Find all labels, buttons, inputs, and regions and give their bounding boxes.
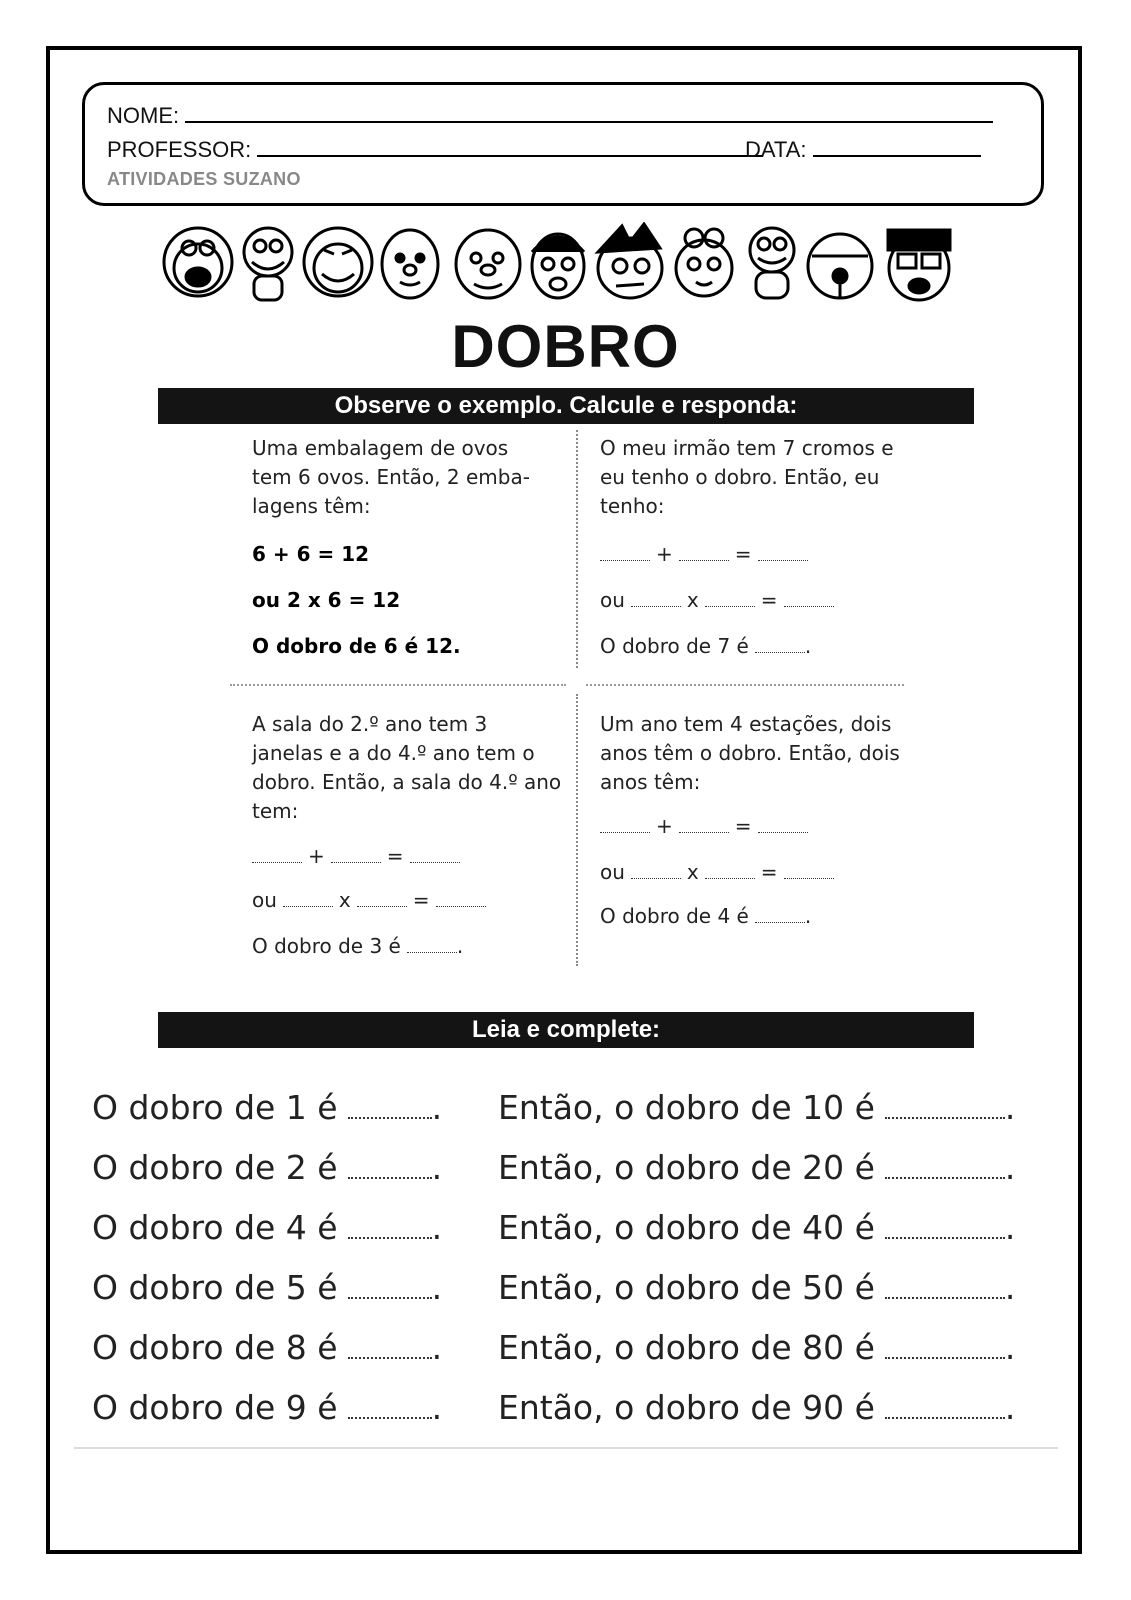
period: .	[804, 634, 812, 658]
answer-blank[interactable]	[758, 546, 808, 561]
answer-blank[interactable]	[705, 592, 755, 607]
vertical-divider-top	[576, 430, 578, 668]
answer-blank[interactable]	[631, 592, 681, 607]
double-prompt: O dobro de 8 é	[92, 1328, 338, 1367]
character-face-4	[382, 230, 438, 298]
character-face-5	[456, 230, 520, 298]
period: .	[804, 904, 812, 928]
double-exercise-row	[92, 1268, 442, 1307]
professor-label: PROFESSOR:	[107, 137, 252, 162]
stickers-answer-line	[600, 634, 811, 658]
character-face-6	[532, 234, 584, 298]
stickers-sum-line	[600, 542, 814, 566]
professor-input-line[interactable]	[257, 137, 763, 157]
stickers-multiplication-line	[600, 588, 840, 612]
plus-sign: +	[656, 814, 673, 838]
period: .	[431, 1088, 443, 1127]
double-tens-prompt: Então, o dobro de 20 é	[498, 1148, 875, 1187]
answer-blank[interactable]	[600, 546, 650, 561]
period: .	[1004, 1328, 1016, 1367]
answer-blank[interactable]	[885, 1095, 1005, 1119]
double-tens-prompt: Então, o dobro de 90 é	[498, 1388, 875, 1427]
equals-sign: =	[760, 588, 778, 612]
answer-blank[interactable]	[885, 1395, 1005, 1419]
exercise-eggs	[252, 434, 552, 658]
period: .	[1004, 1148, 1016, 1187]
exercise-stickers	[600, 434, 900, 658]
double-tens-prompt: Então, o dobro de 80 é	[498, 1328, 875, 1367]
answer-blank[interactable]	[885, 1335, 1005, 1359]
data-input-line[interactable]	[813, 137, 981, 157]
double-prompt: O dobro de 1 é	[92, 1088, 338, 1127]
answer-blank[interactable]	[784, 864, 834, 879]
times-sign: x	[686, 588, 699, 612]
equals-sign: =	[734, 814, 752, 838]
ou-label: ou	[600, 860, 625, 884]
eggs-multiplication-line: ou 2 x 6 = 12	[252, 588, 401, 612]
double-tens-prompt: Então, o dobro de 50 é	[498, 1268, 875, 1307]
answer-blank[interactable]	[348, 1155, 432, 1179]
answer-blank[interactable]	[679, 546, 729, 561]
answer-blank[interactable]	[784, 592, 834, 607]
equals-sign: =	[412, 888, 430, 912]
exercise-seasons-text: Um ano tem 4 estações, dois anos têm o dobro. Então, dois anos têm:	[600, 712, 900, 794]
answer-blank[interactable]	[410, 848, 460, 863]
double-tens-prompt: Então, o dobro de 10 é	[498, 1088, 875, 1127]
answer-blank[interactable]	[331, 848, 381, 863]
times-sign: x	[338, 888, 351, 912]
nome-input-line[interactable]	[185, 103, 993, 123]
answer-blank[interactable]	[252, 848, 302, 863]
double-prompt: O dobro de 9 é	[92, 1388, 338, 1427]
exercise-stickers-text: O meu irmão tem 7 cromos e eu tenho o dobro. Então, eu tenho:	[600, 436, 894, 518]
answer-blank[interactable]	[348, 1395, 432, 1419]
equals-sign: =	[760, 860, 778, 884]
answer-blank[interactable]	[758, 818, 808, 833]
times-sign: x	[686, 860, 699, 884]
period: .	[1004, 1268, 1016, 1307]
character-face-7	[598, 224, 662, 298]
period: .	[431, 1268, 443, 1307]
answer-blank[interactable]	[679, 818, 729, 833]
answer-blank[interactable]	[885, 1275, 1005, 1299]
period: .	[1004, 1388, 1016, 1427]
character-face-9	[750, 228, 794, 298]
answer-blank[interactable]	[631, 864, 681, 879]
double-tens-exercise-row	[498, 1208, 1015, 1247]
character-face-1	[164, 228, 232, 296]
character-face-8	[676, 229, 732, 296]
character-face-2	[244, 228, 292, 300]
answer-label: O dobro de 3 é	[252, 934, 401, 958]
answer-blank[interactable]	[348, 1335, 432, 1359]
windows-sum-line	[252, 844, 466, 868]
plus-sign: +	[308, 844, 325, 868]
cartoon-characters-row	[160, 222, 970, 304]
nome-line	[107, 103, 993, 129]
answer-blank[interactable]	[407, 938, 457, 953]
seasons-answer-line	[600, 904, 811, 928]
period: .	[1004, 1088, 1016, 1127]
windows-multiplication-line	[252, 888, 492, 912]
double-tens-exercise-row	[498, 1268, 1015, 1307]
answer-label: O dobro de 7 é	[600, 634, 749, 658]
double-tens-exercise-row	[498, 1328, 1015, 1367]
period: .	[431, 1388, 443, 1427]
windows-answer-line	[252, 934, 463, 958]
answer-blank[interactable]	[755, 908, 805, 923]
equals-sign: =	[386, 844, 404, 868]
answer-blank[interactable]	[348, 1095, 432, 1119]
data-line	[745, 137, 981, 163]
answer-blank[interactable]	[885, 1215, 1005, 1239]
answer-blank[interactable]	[348, 1215, 432, 1239]
horizontal-divider-right	[586, 684, 904, 686]
answer-blank[interactable]	[357, 892, 407, 907]
period: .	[431, 1328, 443, 1367]
answer-blank[interactable]	[885, 1155, 1005, 1179]
double-tens-exercise-row	[498, 1148, 1015, 1187]
period: .	[456, 934, 464, 958]
answer-blank[interactable]	[755, 638, 805, 653]
period: .	[431, 1148, 443, 1187]
answer-blank[interactable]	[600, 818, 650, 833]
answer-blank[interactable]	[348, 1275, 432, 1299]
bottom-rule	[74, 1447, 1058, 1449]
exercise-eggs-text: Uma embalagem de ovos tem 6 ovos. Então, 2 emba-lagens têm:	[252, 436, 530, 518]
eggs-sum-line: 6 + 6 = 12	[252, 542, 370, 566]
page-title: DOBRO	[451, 313, 680, 380]
double-tens-prompt: Então, o dobro de 40 é	[498, 1208, 875, 1247]
answer-blank[interactable]	[436, 892, 486, 907]
period: .	[431, 1208, 443, 1247]
double-exercise-row	[92, 1388, 442, 1427]
double-prompt: O dobro de 2 é	[92, 1148, 338, 1187]
double-exercise-row	[92, 1148, 442, 1187]
section1-banner: Observe o exemplo. Calcule e responda:	[158, 388, 974, 424]
seasons-sum-line	[600, 814, 814, 838]
period: .	[1004, 1208, 1016, 1247]
double-exercise-row	[92, 1208, 442, 1247]
data-label: DATA:	[745, 137, 807, 162]
seasons-multiplication-line	[600, 860, 840, 884]
answer-blank[interactable]	[705, 864, 755, 879]
double-exercise-row	[92, 1328, 442, 1367]
professor-line	[107, 137, 763, 163]
character-face-10	[808, 234, 872, 298]
double-tens-exercise-row	[498, 1088, 1015, 1127]
double-exercise-row	[92, 1088, 442, 1127]
double-tens-exercise-row	[498, 1388, 1015, 1427]
exercise-windows	[252, 710, 562, 958]
double-prompt: O dobro de 5 é	[92, 1268, 338, 1307]
exercise-windows-text: A sala do 2.º ano tem 3 janelas e a do 4.º ano tem o dobro. Então, a sala do 4.º ano tem:	[252, 712, 562, 823]
eggs-answer-line: O dobro de 6 é 12.	[252, 634, 461, 658]
site-label: ATIVIDADES SUZANO	[107, 169, 301, 189]
double-prompt: O dobro de 4 é	[92, 1208, 338, 1247]
student-info-box	[82, 82, 1044, 206]
character-face-11	[888, 230, 950, 300]
nome-label: NOME:	[107, 103, 180, 128]
character-face-3	[304, 228, 372, 296]
ou-label: ou	[600, 588, 625, 612]
answer-label: O dobro de 4 é	[600, 904, 749, 928]
answer-blank[interactable]	[283, 892, 333, 907]
vertical-divider-bottom	[576, 694, 578, 966]
equals-sign: =	[734, 542, 752, 566]
exercise-seasons	[600, 710, 900, 928]
ou-label: ou	[252, 888, 277, 912]
horizontal-divider-left	[230, 684, 566, 686]
plus-sign: +	[656, 542, 673, 566]
section2-banner: Leia e complete:	[158, 1012, 974, 1048]
